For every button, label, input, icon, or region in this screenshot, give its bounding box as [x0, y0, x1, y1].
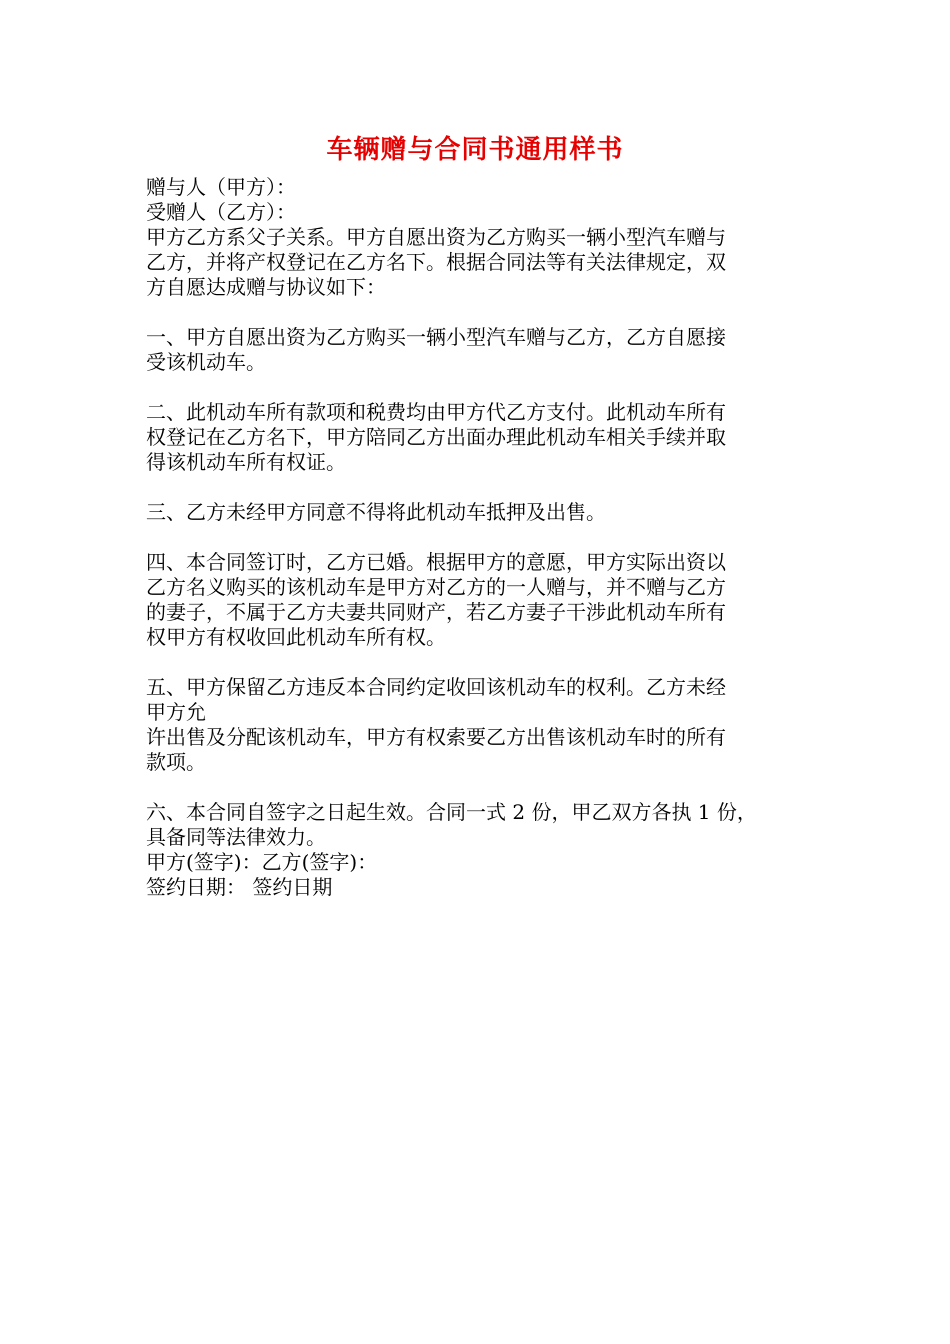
text-line: 乙方名义购买的该机动车是甲方对乙方的一人赠与，并不赠与乙方	[146, 575, 726, 599]
paragraph-gap	[146, 475, 836, 500]
signature-line: 甲方(签字)：乙方(签字)：	[146, 850, 378, 874]
paragraph-gap	[146, 375, 836, 400]
text-line: 受赠人（乙方）：	[146, 200, 296, 224]
text-line: 赠与人（甲方）：	[146, 175, 296, 199]
text-line: 得该机动车所有权证。	[146, 450, 346, 474]
text-line: 乙方，并将产权登记在乙方名下。根据合同法等有关法律规定，双	[146, 250, 726, 274]
paragraph-gap	[146, 300, 836, 325]
text-line: 二、此机动车所有款项和税费均由甲方代乙方支付。此机动车所有	[146, 400, 726, 424]
text-line: 五、甲方保留乙方违反本合同约定收回该机动车的权利。乙方未经	[146, 675, 726, 699]
paragraph-gap	[146, 775, 836, 800]
text-line: 受该机动车。	[146, 350, 266, 374]
text-line: 款项。	[146, 750, 206, 774]
text-line: 四、本合同签订时，乙方已婚。根据甲方的意愿，甲方实际出资以	[146, 550, 726, 574]
text-line: 的妻子，不属于乙方夫妻共同财产，若乙方妻子干涉此机动车所有	[146, 600, 726, 624]
paragraph-gap	[146, 650, 836, 675]
text-line: 六、本合同自签字之日起生效。合同一式 2 份，甲乙双方各执 1 份，	[146, 800, 757, 824]
paragraph-gap	[146, 525, 836, 550]
text-line: 方自愿达成赠与协议如下：	[146, 275, 386, 299]
date-line: 签约日期： 签约日期	[146, 875, 333, 899]
text-line: 一、甲方自愿出资为乙方购买一辆小型汽车赠与乙方，乙方自愿接	[146, 325, 726, 349]
text-line: 权甲方有权收回此机动车所有权。	[146, 625, 446, 649]
text-line: 三、乙方未经甲方同意不得将此机动车抵押及出售。	[146, 500, 606, 524]
text-line: 具备同等法律效力。	[146, 825, 326, 849]
text-line: 甲方乙方系父子关系。甲方自愿出资为乙方购买一辆小型汽车赠与	[146, 225, 726, 249]
document-body	[146, 175, 836, 900]
text-line: 甲方允	[146, 700, 206, 724]
text-line: 许出售及分配该机动车，甲方有权索要乙方出售该机动车时的所有	[146, 725, 726, 749]
text-line: 权登记在乙方名下，甲方陪同乙方出面办理此机动车相关手续并取	[146, 425, 726, 449]
document-title: 车辆赠与合同书通用样书	[326, 135, 624, 165]
